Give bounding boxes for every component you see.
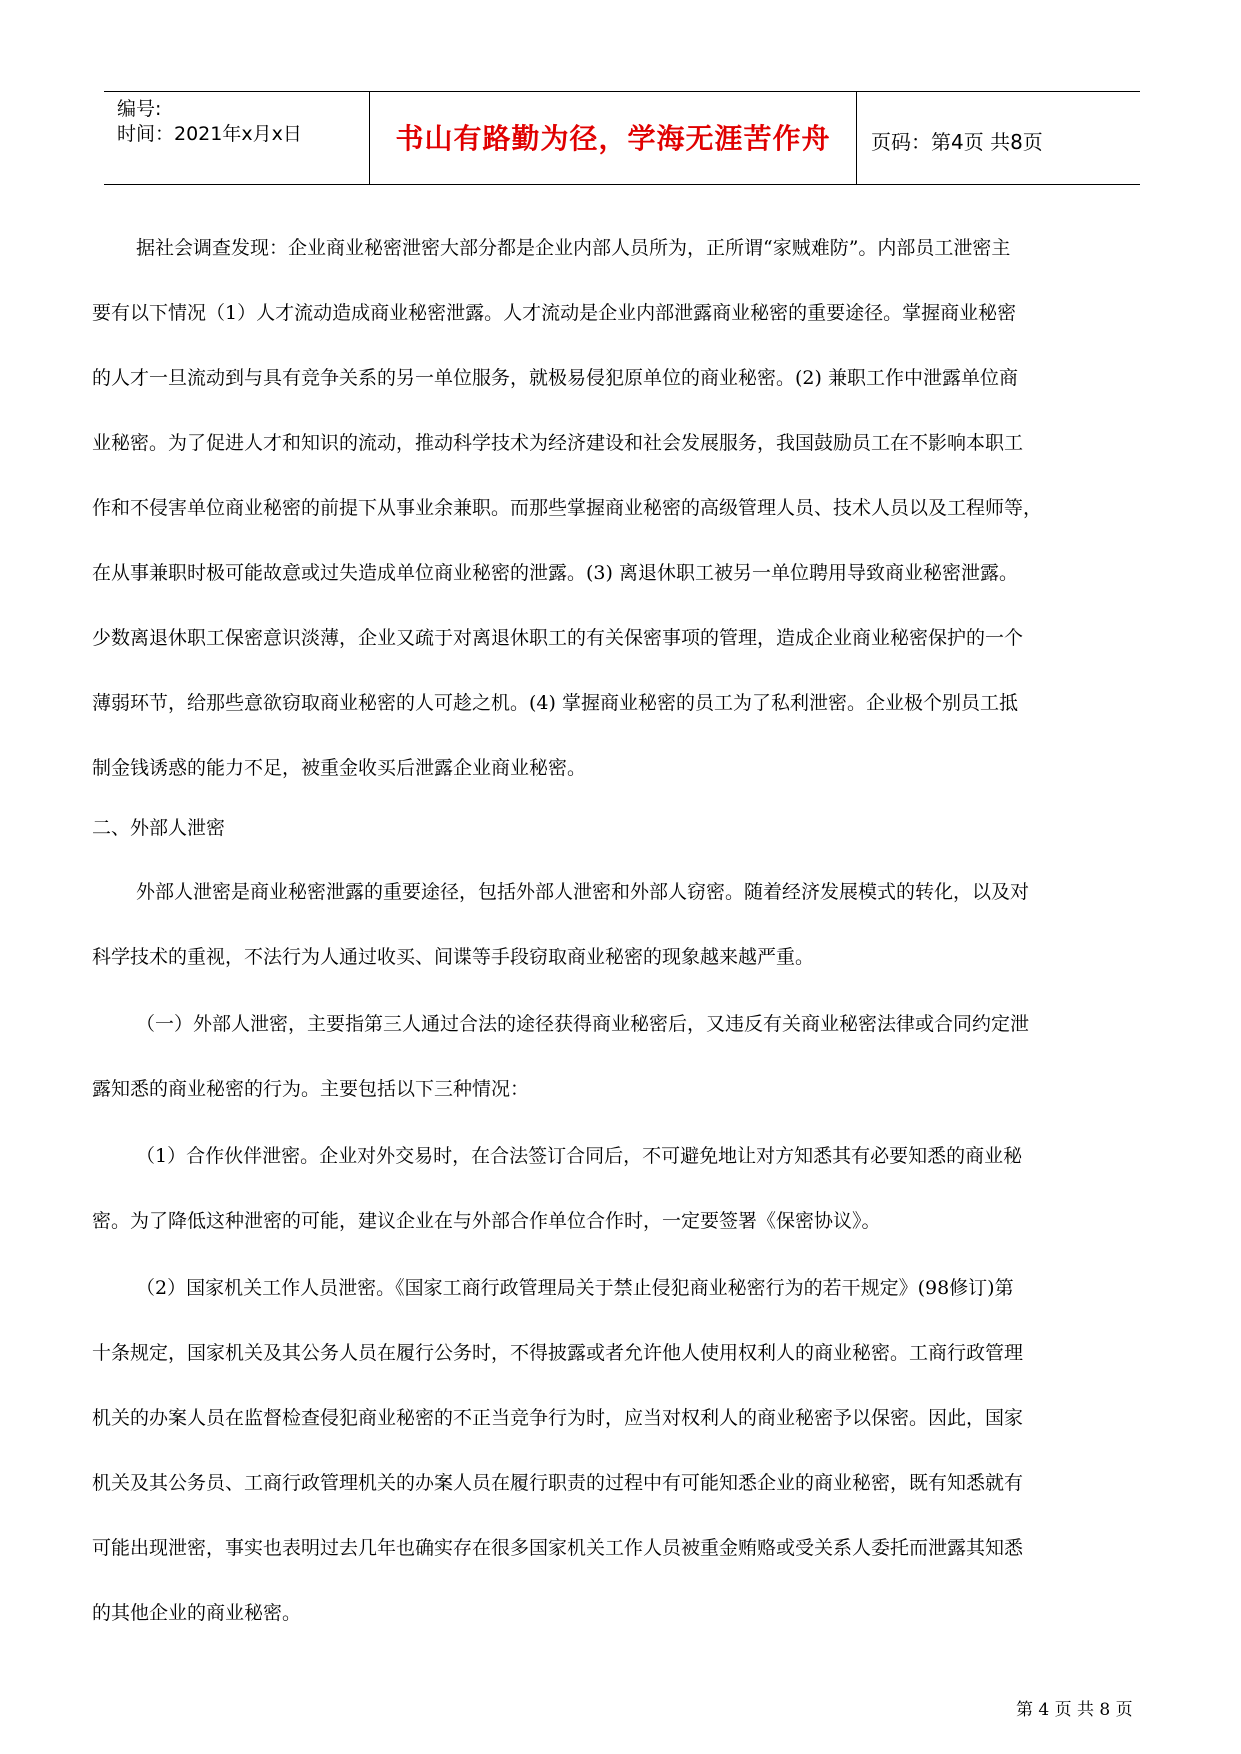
paragraph-line: 可能出现泄密，事实也表明过去几年也确实存在很多国家机关工作人员被重金贿赂或受关系人委托而泄露其知悉 [92,1537,1024,1559]
paragraph-line: 密。为了降低这种泄密的可能，建议企业在与外部合作单位合作时，一定要签署《保密协议》。 [92,1210,881,1232]
header-motto: 书山有路勤为径，学海无涯苦作舟 [395,122,831,155]
page-footer: 第 4 页 共 8 页 [1016,1700,1133,1720]
paragraph-line: 作和不侵害单位商业秘密的前提下从事业余兼职。而那些掌握商业秘密的高级管理人员、技术人员以及工程师等， [92,497,1043,519]
header-page-cell [857,92,1140,184]
paragraph-line: （一）外部人泄密，主要指第三人通过合法的途径获得商业秘密后，又违反有关商业秘密法律或合同约定泄 [136,1013,1030,1035]
paragraph-line: （1）合作伙伴泄密。企业对外交易时，在合法签订合同后，不可避免地让对方知悉其有必要知悉的商业秘 [136,1145,1023,1167]
paragraph-line: 机关及其公务员、工商行政管理机关的办案人员在履行职责的过程中有可能知悉企业的商业秘密，既有知悉就有 [92,1472,1024,1494]
paragraph-line: 的人才一旦流动到与具有竞争关系的另一单位服务，就极易侵犯原单位的商业秘密。(2) 兼职工作中泄露单位商 [92,367,1018,389]
paragraph-line: 机关的办案人员在监督检查侵犯商业秘密的不正当竞争行为时，应当对权利人的商业秘密予以保密。因此，国家 [92,1407,1024,1429]
document-number-label: 编号: [117,98,162,120]
paragraph-line: 十条规定，国家机关及其公务人员在履行公务时，不得披露或者允许他人使用权利人的商业秘密。工商行政管理 [92,1342,1024,1364]
header-motto-cell [369,92,857,184]
paragraph-line: 要有以下情况（1）人才流动造成商业秘密泄露。人才流动是企业内部泄露商业秘密的重要途径。掌握商业秘密 [92,302,1017,324]
header-left-cell [104,92,369,184]
paragraph-line: 薄弱环节，给那些意欲窃取商业秘密的人可趁之机。(4) 掌握商业秘密的员工为了私利泄密。企业极个别员工抵 [92,692,1018,714]
paragraph-line: 科学技术的重视，不法行为人通过收买、间谍等手段窃取商业秘密的现象越来越严重。 [92,946,815,968]
paragraph-line: 制金钱诱惑的能力不足，被重金收买后泄露企业商业秘密。 [92,757,587,779]
document-time-label: 时间：2021年x月x日 [117,123,302,145]
paragraph-line: （2）国家机关工作人员泄密。《国家工商行政管理局关于禁止侵犯商业秘密行为的若干规定》(98修订)第 [136,1277,1014,1299]
header-page-info: 页码：第4页 共8页 [871,130,1043,154]
paragraph-line: 少数离退休职工保密意识淡薄，企业又疏于对离退休职工的有关保密事项的管理，造成企业商业秘密保护的一个 [92,627,1024,649]
section-heading: 二、外部人泄密 [92,817,226,839]
paragraph-line: 据社会调查发现：企业商业秘密泄密大部分都是企业内部人员所为，正所谓“家贼难防”。内部员工泄密主 [136,237,1011,259]
paragraph-line: 的其他企业的商业秘密。 [92,1602,302,1624]
paragraph-line: 露知悉的商业秘密的行为。主要包括以下三种情况： [92,1078,530,1100]
document-header [104,91,1140,185]
paragraph-line: 业秘密。为了促进人才和知识的流动，推动科学技术为经济建设和社会发展服务，我国鼓励员工在不影响本职工 [92,432,1024,454]
paragraph-line: 在从事兼职时极可能故意或过失造成单位商业秘密的泄露。(3) 离退休职工被另一单位聘用导致商业秘密泄露。 [92,562,1018,584]
paragraph-line: 外部人泄密是商业秘密泄露的重要途径，包括外部人泄密和外部人窃密。随着经济发展模式的转化，以及对 [136,881,1030,903]
